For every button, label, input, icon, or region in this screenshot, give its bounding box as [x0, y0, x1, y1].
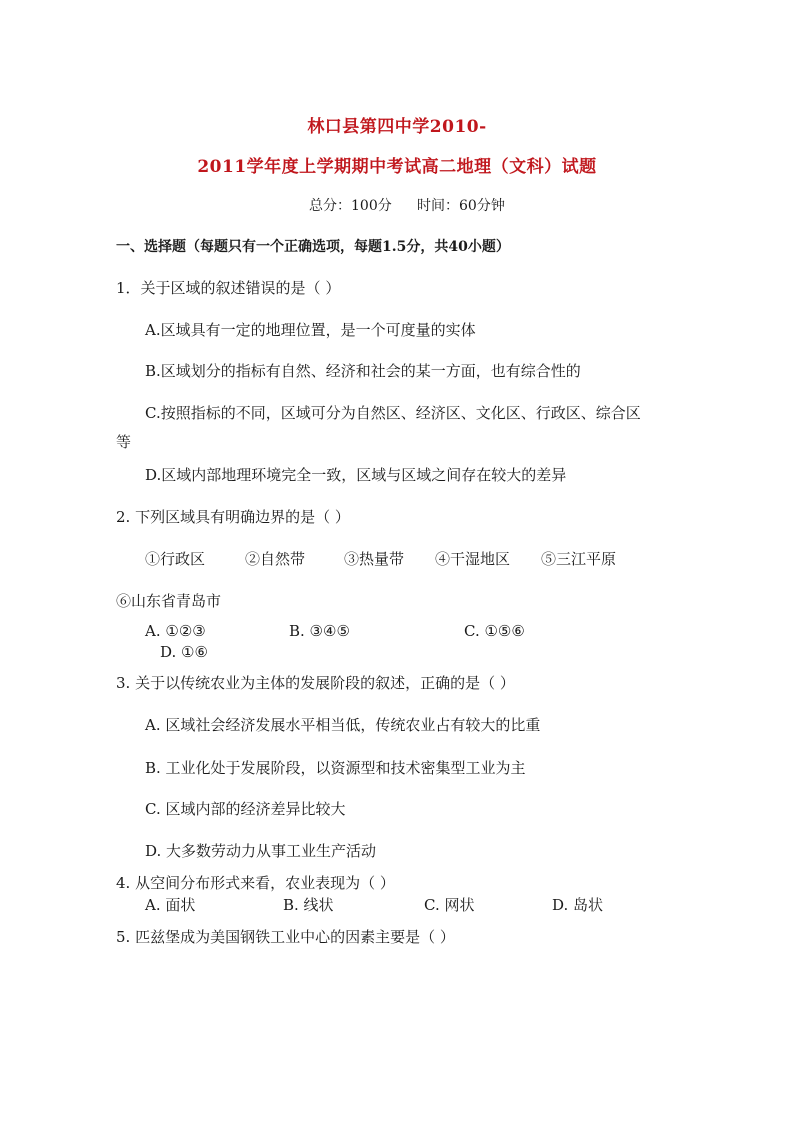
question-2-item: ③热量带	[344, 550, 405, 568]
question-2-item: ②自然带	[245, 550, 306, 568]
question-1-option-b: B.区域划分的指标有自然、经济和社会的某一方面，也有综合性的	[145, 362, 581, 380]
question-1-option-c-cont: 等	[116, 433, 132, 451]
question-5-stem: 5. 匹兹堡成为美国钢铁工业中心的因素主要是（ ）	[116, 928, 455, 946]
question-1-option-a: A.区域具有一定的地理位置，是一个可度量的实体	[145, 321, 476, 339]
question-1-option-c: C.按照指标的不同，区域可分为自然区、经济区、文化区、行政区、综合区	[145, 404, 641, 422]
total-score: 总分：100分	[309, 198, 392, 214]
question-2-stem: 2. 下列区域具有明确边界的是（ ）	[116, 508, 350, 526]
question-3-option-a: A. 区域社会经济发展水平相当低，传统农业占有较大的比重	[145, 716, 541, 734]
section-heading: 一、选择题（每题只有一个正确选项，每题1.5分，共40小题）	[116, 239, 510, 255]
question-2-item: ⑤三江平原	[541, 550, 617, 568]
title-line-2: 2011学年度上学期期中考试高二地理（文科）试题	[197, 157, 597, 177]
question-3-option-c: C. 区域内部的经济差异比较大	[145, 800, 346, 818]
question-2-option-a: A. ①②③	[145, 622, 206, 640]
question-2-option-b: B. ③④⑤	[289, 622, 350, 640]
question-2-option-c: C. ①⑤⑥	[464, 622, 525, 640]
question-2-item: ④干湿地区	[435, 550, 511, 568]
question-2-item: ①行政区	[145, 550, 206, 568]
time-limit: 时间：60分钟	[417, 198, 505, 214]
question-4-option-c: C. 网状	[424, 896, 475, 914]
question-4-option-a: A. 面状	[145, 896, 196, 914]
question-1-stem: 1．关于区域的叙述错误的是（ ）	[116, 279, 341, 297]
question-4-option-d: D. 岛状	[552, 896, 604, 914]
question-2-item: ⑥山东省青岛市	[116, 592, 222, 610]
question-4-stem: 4. 从空间分布形式来看，农业表现为（ ）	[116, 874, 395, 892]
question-1-option-d: D.区域内部地理环境完全一致，区域与区域之间存在较大的差异	[145, 466, 567, 484]
question-2-option-d: D. ①⑥	[160, 643, 208, 661]
question-3-option-d: D. 大多数劳动力从事工业生产活动	[145, 842, 377, 860]
question-3-stem: 3. 关于以传统农业为主体的发展阶段的叙述，正确的是（ ）	[116, 674, 515, 692]
question-3-option-b: B. 工业化处于发展阶段，以资源型和技术密集型工业为主	[145, 759, 526, 777]
title-line-1: 林口县第四中学2010-	[307, 117, 487, 137]
question-4-option-b: B. 线状	[283, 896, 334, 914]
